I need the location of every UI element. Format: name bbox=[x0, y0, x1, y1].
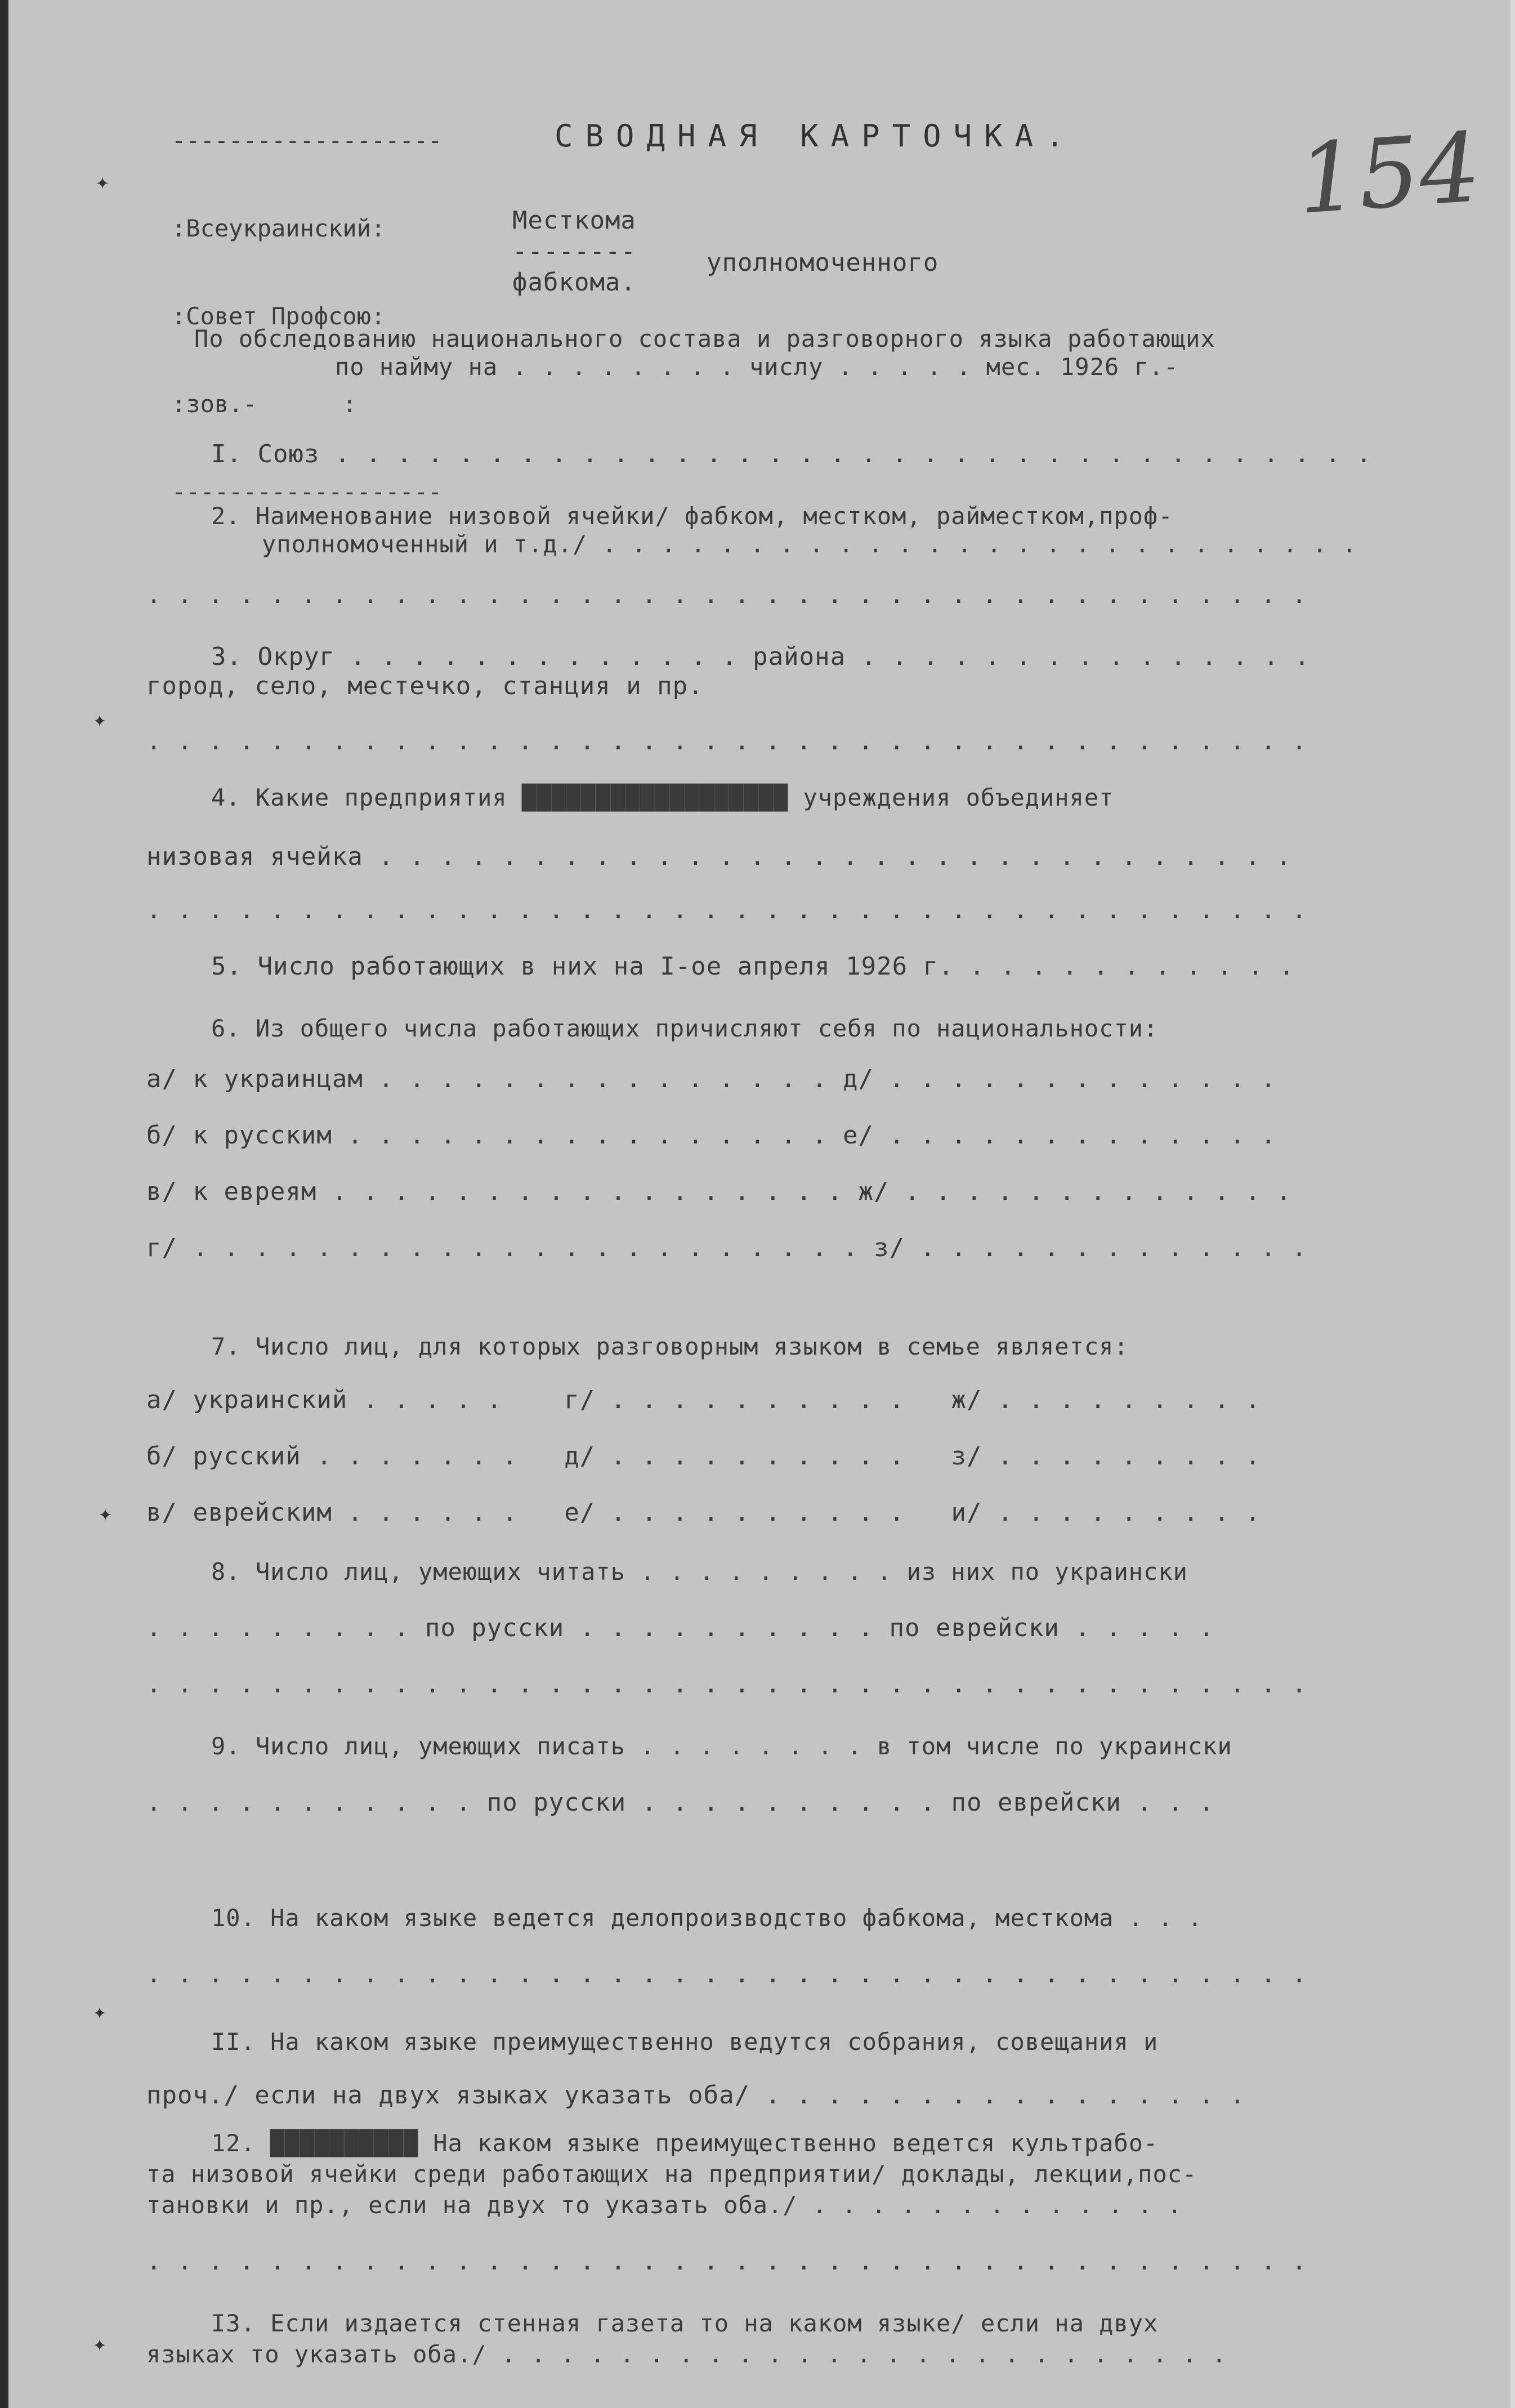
item-3-line-3: . . . . . . . . . . . . . . . . . . . . . . . . . . . . . . . . . . . . . . bbox=[146, 727, 1307, 756]
item-9-line-2: . . . . . . . . . . . по русски . . . . . . . . . . по еврейски . . . bbox=[146, 1788, 1214, 1817]
item-7c: в/ еврейским . . . . . . е/ . . . . . . . . . . и/ . . . . . . . . . bbox=[146, 1498, 1261, 1527]
item-6a: а/ к украинцам . . . . . . . . . . . . . . . д/ . . . . . . . . . . . . . bbox=[146, 1065, 1276, 1093]
item-12-line-3: тановки и пр., если на двух то указать оба./ . . . . . . . . . . . . . bbox=[146, 2191, 1183, 2219]
item-7: 7. Число лиц, для которых разговорным языком в семье является: bbox=[211, 1333, 1129, 1360]
handwritten-page-number: 154 bbox=[1294, 111, 1484, 236]
item-10-line-1: 10. На каком языке ведется делопроизводство фабкома, месткома . . . bbox=[211, 1904, 1203, 1932]
item-2-line-3: . . . . . . . . . . . . . . . . . . . . . . . . . . . . . . . . . . . . . . bbox=[146, 580, 1307, 609]
item-12-line-2: та низовой ячейки среди работающих на предприятии/ доклады, лекции,пос- bbox=[146, 2160, 1197, 2188]
stamp-line-3: :зов.- : bbox=[172, 390, 357, 418]
item-4-line-1: 4. Какие предприятия ██████████████████ учреждения объединяет bbox=[211, 784, 1114, 811]
item-11-line-1: II. На каком языке преимущественно ведутся собрания, совещания и bbox=[211, 2028, 1159, 2056]
item-6c: в/ к евреям . . . . . . . . . . . . . . . . . ж/ . . . . . . . . . . . . . bbox=[146, 1177, 1292, 1206]
organization-stamp bbox=[172, 68, 442, 565]
item-3-line-1: 3. Округ . . . . . . . . . . . . . района . . . . . . . . . . . . . . . bbox=[211, 642, 1310, 671]
stamp-line-1: :Всеукраинский: bbox=[172, 215, 386, 242]
item-7a: а/ украинский . . . . . г/ . . . . . . . . . . ж/ . . . . . . . . . bbox=[146, 1386, 1261, 1414]
item-8-line-1: 8. Число лиц, умеющих читать . . . . . . . . . из них по украински bbox=[211, 1558, 1188, 1585]
item-6d: г/ . . . . . . . . . . . . . . . . . . . . . . з/ . . . . . . . . . . . . . bbox=[146, 1234, 1307, 1262]
stamp-rule-bottom: ------------------- bbox=[172, 478, 443, 506]
stamp-line-2: :Совет Профсою: bbox=[172, 302, 386, 330]
document-page bbox=[8, 0, 1515, 2408]
item-4-line-3: . . . . . . . . . . . . . . . . . . . . . . . . . . . . . . . . . . . . . . bbox=[146, 896, 1307, 924]
item-3-line-2: город, село, местечко, станция и пр. bbox=[146, 672, 704, 700]
item-9-line-1: 9. Число лиц, умеющих писать . . . . . . . . в том числе по украински bbox=[211, 1732, 1232, 1760]
item-4-line-2: низовая ячейка . . . . . . . . . . . . . . . . . . . . . . . . . . . . . . bbox=[146, 842, 1292, 871]
item-13-line-1: I3. Если издается стенная газета то на каком языке/ если на двух bbox=[211, 2309, 1159, 2337]
item-8-line-3: . . . . . . . . . . . . . . . . . . . . . . . . . . . . . . . . . . . . . . bbox=[146, 1670, 1307, 1699]
item-11-line-2: проч./ если на двух языках указать оба/ . . . . . . . . . . . . . . . . bbox=[146, 2081, 1245, 2110]
item-2-line-2: уполномоченный и т.д./ . . . . . . . . . . . . . . . . . . . . . . . . . . bbox=[262, 530, 1357, 558]
item-6b: б/ к русским . . . . . . . . . . . . . . . . е/ . . . . . . . . . . . . . bbox=[146, 1121, 1276, 1150]
item-8-line-2: . . . . . . . . . по русски . . . . . . . . . . по еврейски . . . . . bbox=[146, 1614, 1214, 1642]
subheader-upolnom: уполномоченного bbox=[707, 248, 939, 277]
intro-line-2: по найму на . . . . . . . . числу . . . . . мес. 1926 г.- bbox=[335, 353, 1179, 381]
item-12-line-4: . . . . . . . . . . . . . . . . . . . . . . . . . . . . . . . . . . . . . . bbox=[146, 2247, 1307, 2276]
item-1: I. Союз . . . . . . . . . . . . . . . . . . . . . . . . . . . . . . . . . . bbox=[211, 440, 1372, 468]
stamp-rule-top: ------------------- bbox=[172, 127, 443, 154]
item-13-line-2: языках то указать оба./ . . . . . . . . . . . . . . . . . . . . . . . . . bbox=[146, 2340, 1227, 2368]
subheader-fabkoma: фабкома. bbox=[512, 268, 636, 297]
margin-mark: ✦ bbox=[93, 707, 107, 732]
intro-line-1: По обследованию национального состава и разговорного языка работающих bbox=[194, 325, 1215, 352]
margin-mark: ✦ bbox=[99, 1500, 113, 1526]
document-title: СВОДНАЯ КАРТОЧКА. bbox=[555, 118, 1076, 154]
item-2-line-1: 2. Наименование низовой ячейки/ фабком, местком, райместком,проф- bbox=[211, 502, 1173, 530]
item-10-line-2: . . . . . . . . . . . . . . . . . . . . . . . . . . . . . . . . . . . . . . bbox=[146, 1960, 1307, 1989]
item-6: 6. Из общего числа работающих причисляют себя по национальности: bbox=[211, 1015, 1159, 1042]
margin-mark: ✦ bbox=[93, 1999, 107, 2025]
subheader-dash: -------- bbox=[512, 237, 636, 266]
subheader-mestkoma: Месткома bbox=[512, 206, 636, 235]
item-12-line-1: 12. ██████████ На каком языке преимущественно ведется культрабо- bbox=[211, 2129, 1159, 2157]
item-5: 5. Число работающих в них на I-ое апреля 1926 г. . . . . . . . . . . . bbox=[211, 952, 1295, 981]
margin-mark: ✦ bbox=[93, 2331, 107, 2357]
item-7b: б/ русский . . . . . . . д/ . . . . . . . . . . з/ . . . . . . . . . bbox=[146, 1442, 1261, 1471]
margin-mark: ✦ bbox=[96, 169, 110, 195]
